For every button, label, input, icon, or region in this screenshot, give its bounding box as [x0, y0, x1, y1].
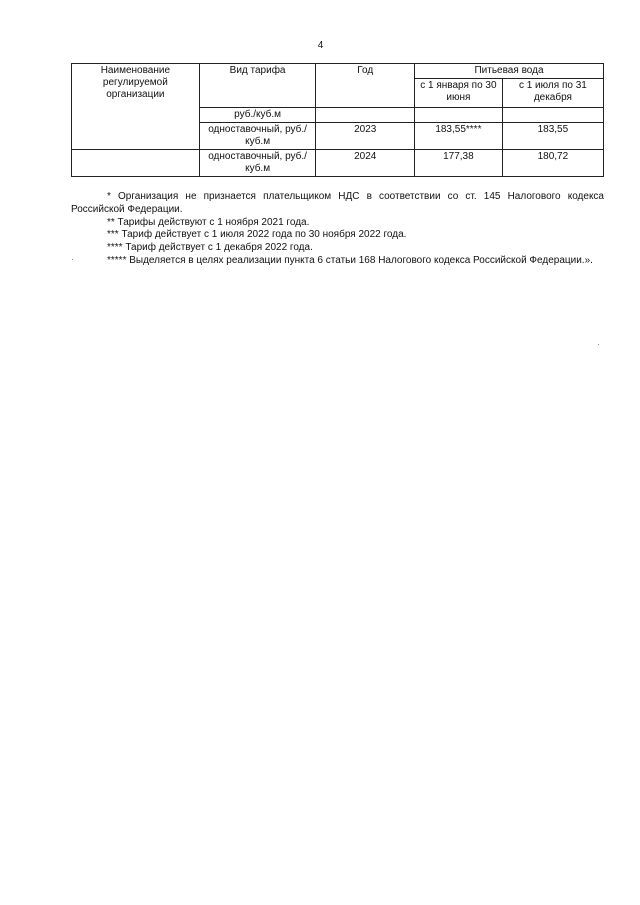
footnote-4: **** Тариф действует с 1 декабря 2022 года.: [107, 242, 313, 254]
footnote-1: * Организация не признается плательщиком НДС в соответствии со ст. 145 Налогового кодекса Российской Федерации.: [71, 191, 604, 215]
table-header-row: [72, 64, 604, 79]
cell-period-1: [415, 108, 503, 123]
cell-period-2: [502, 108, 603, 123]
cell-period-1: 183,55****: [415, 123, 503, 150]
footnotes: [71, 191, 604, 268]
cell-organization: [72, 150, 200, 177]
header-organization: Наименование регулируемой организации: [72, 64, 200, 150]
cell-tariff-type: одноставочный, руб./куб.м: [199, 150, 316, 177]
page-number: 4: [317, 40, 324, 51]
cell-tariff-type: одноставочный, руб./куб.м: [199, 123, 316, 150]
header-period-2: с 1 июля по 31 декабря: [502, 79, 603, 108]
cell-period-2: 183,55: [502, 123, 603, 150]
table-row: [72, 150, 604, 177]
header-year: Год: [316, 64, 415, 108]
cell-year: 2024: [316, 150, 415, 177]
footnote-2: ** Тарифы действуют с 1 ноября 2021 года.: [107, 216, 310, 228]
cell-tariff-type: руб./куб.м: [199, 108, 316, 123]
footnote-5: ***** Выделяется в целях реализации пункта 6 статьи 168 Налогового кодекса Российской Федерации.».: [107, 254, 593, 266]
cell-year: [316, 108, 415, 123]
scan-speck: [72, 259, 73, 260]
cell-period-2: 180,72: [502, 150, 603, 177]
header-tariff-type: Вид тарифа: [199, 64, 316, 108]
tariff-table: [71, 63, 604, 177]
cell-period-1: 177,38: [415, 150, 503, 177]
scan-speck: [598, 344, 599, 345]
cell-year: 2023: [316, 123, 415, 150]
header-period-1: с 1 января по 30 июня: [415, 79, 503, 108]
footnote-3: *** Тариф действует с 1 июля 2022 года по 30 ноября 2022 года.: [107, 229, 407, 241]
header-drinking-water: Питьевая вода: [415, 64, 604, 79]
